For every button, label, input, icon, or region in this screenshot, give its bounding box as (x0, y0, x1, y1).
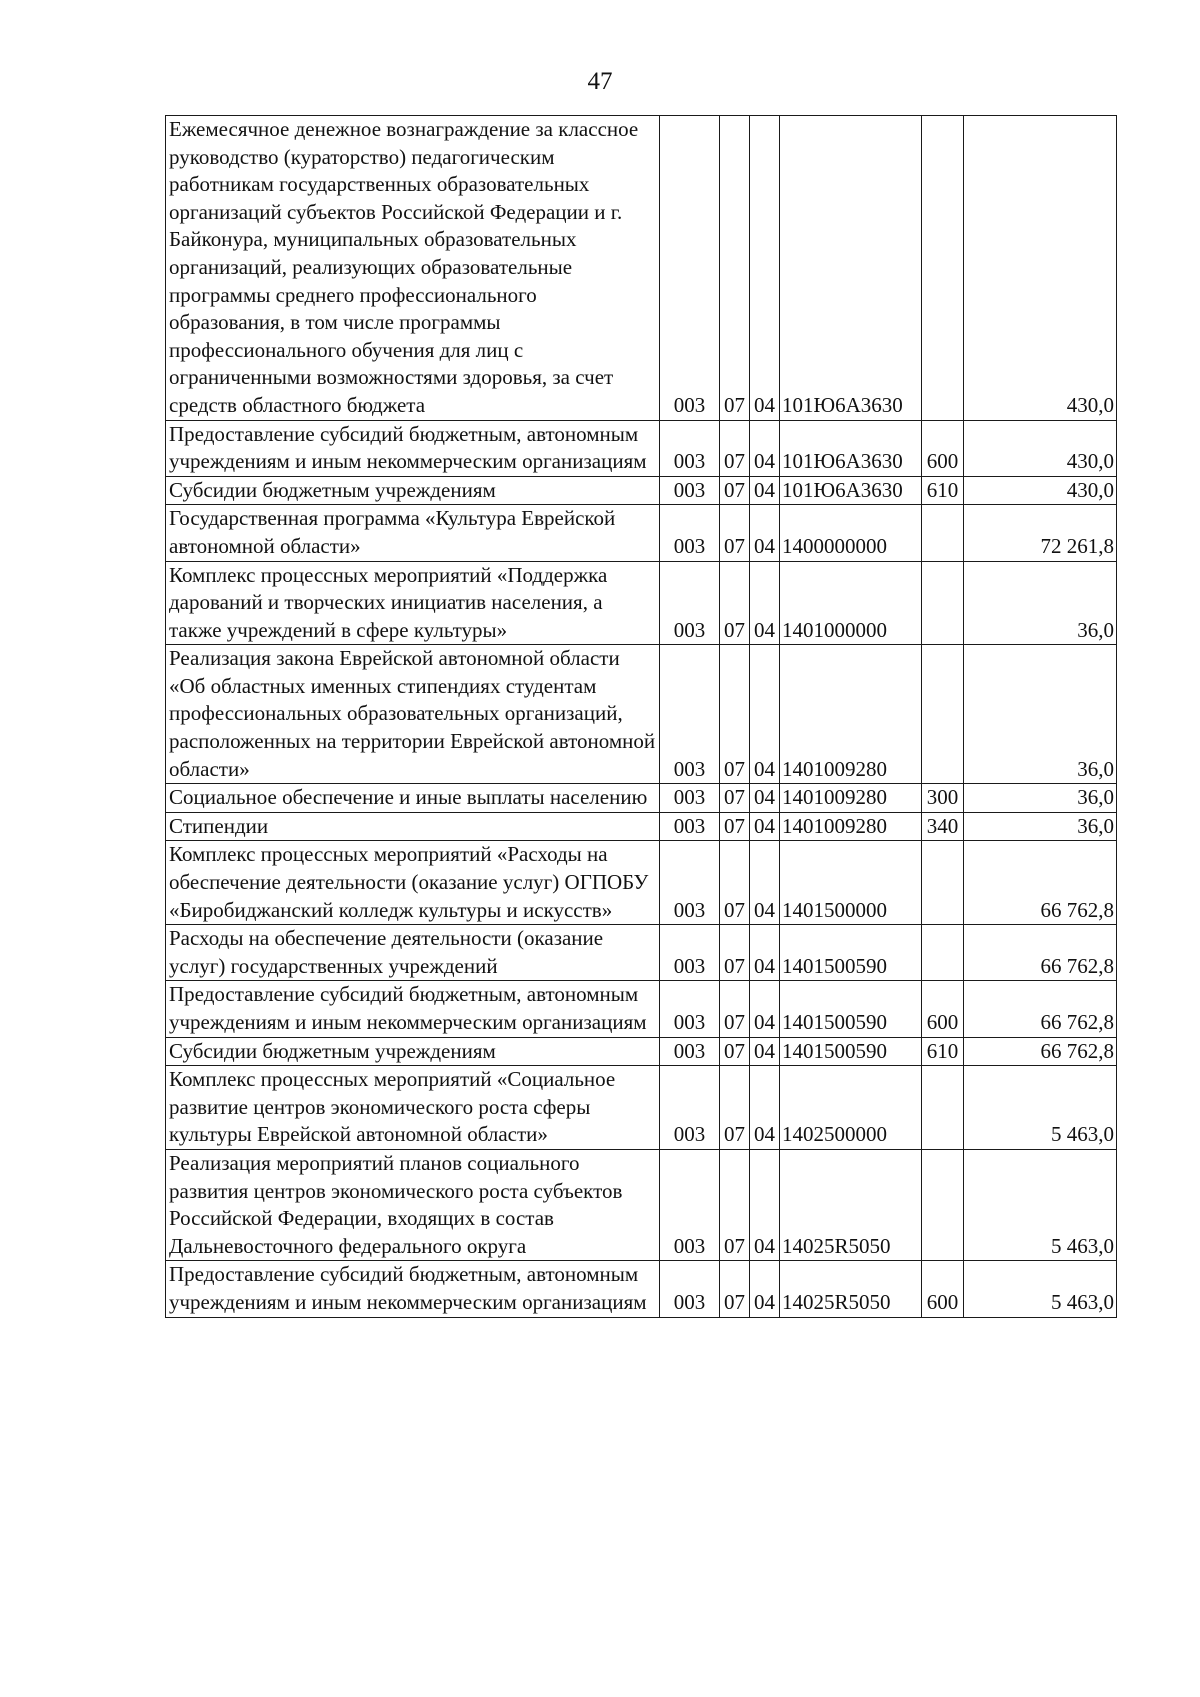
amount-cell: 430,0 (964, 476, 1117, 505)
row-name-cell: Предоставление субсидий бюджетным, автономным учреждениям и иным некоммерческим организациям (166, 420, 660, 476)
row-name-cell: Ежемесячное денежное вознаграждение за классное руководство (кураторство) педагогическим работникам государственных образовательных организаций субъектов Российской Федерации и г. Байконура, муниципальных образовательных организаций, реализующих образовательные программы среднего профессионального образования, в том числе программы профессионального обучения для лиц с ограниченными возможностями здоровья, за счет средств областного бюджета (166, 116, 660, 421)
target-article-cell: 1401000000 (780, 561, 922, 645)
section-code-cell: 07 (720, 420, 750, 476)
ministry-code-cell: 003 (660, 116, 720, 421)
table-row (166, 116, 1117, 421)
row-name-cell: Субсидии бюджетным учреждениям (166, 476, 660, 505)
amount-cell: 66 762,8 (964, 981, 1117, 1037)
section-code-cell: 07 (720, 841, 750, 925)
subsection-code-cell: 04 (750, 1037, 780, 1066)
section-code-cell: 07 (720, 476, 750, 505)
table-row (166, 812, 1117, 841)
row-name-cell: Комплекс процессных мероприятий «Социальное развитие центров экономического роста сферы культуры Еврейской автономной области» (166, 1066, 660, 1150)
row-name-cell: Предоставление субсидий бюджетным, автономным учреждениям и иным некоммерческим организациям (166, 981, 660, 1037)
subsection-code-cell: 04 (750, 420, 780, 476)
row-name-cell: Расходы на обеспечение деятельности (оказание услуг) государственных учреждений (166, 925, 660, 981)
table-row (166, 1149, 1117, 1260)
subsection-code-cell: 04 (750, 841, 780, 925)
row-name-cell: Комплекс процессных мероприятий «Расходы на обеспечение деятельности (оказание услуг) ОГПОБУ «Биробиджанский колледж культуры и искусств» (166, 841, 660, 925)
ministry-code-cell: 003 (660, 1261, 720, 1317)
subsection-code-cell: 04 (750, 925, 780, 981)
expense-type-cell: 340 (922, 812, 964, 841)
target-article-cell: 101Ю6А3630 (780, 116, 922, 421)
amount-cell: 36,0 (964, 784, 1117, 813)
amount-cell: 5 463,0 (964, 1066, 1117, 1150)
table-row (166, 1037, 1117, 1066)
subsection-code-cell: 04 (750, 812, 780, 841)
table-row (166, 1261, 1117, 1317)
table-row (166, 981, 1117, 1037)
section-code-cell: 07 (720, 1037, 750, 1066)
target-article-cell: 1400000000 (780, 505, 922, 561)
ministry-code-cell: 003 (660, 925, 720, 981)
amount-cell: 72 261,8 (964, 505, 1117, 561)
subsection-code-cell: 04 (750, 561, 780, 645)
target-article-cell: 101Ю6А3630 (780, 476, 922, 505)
subsection-code-cell: 04 (750, 645, 780, 784)
expense-type-cell (922, 1066, 964, 1150)
amount-cell: 36,0 (964, 561, 1117, 645)
target-article-cell: 1401500590 (780, 925, 922, 981)
table-row (166, 1066, 1117, 1150)
section-code-cell: 07 (720, 981, 750, 1037)
expense-type-cell: 610 (922, 476, 964, 505)
row-name-cell: Стипендии (166, 812, 660, 841)
ministry-code-cell: 003 (660, 812, 720, 841)
target-article-cell: 1402500000 (780, 1066, 922, 1150)
table-row (166, 420, 1117, 476)
expense-type-cell (922, 925, 964, 981)
section-code-cell: 07 (720, 645, 750, 784)
amount-cell: 66 762,8 (964, 1037, 1117, 1066)
ministry-code-cell: 003 (660, 420, 720, 476)
expense-type-cell: 600 (922, 1261, 964, 1317)
ministry-code-cell: 003 (660, 841, 720, 925)
expense-type-cell: 300 (922, 784, 964, 813)
section-code-cell: 07 (720, 1066, 750, 1150)
amount-cell: 5 463,0 (964, 1261, 1117, 1317)
subsection-code-cell: 04 (750, 476, 780, 505)
subsection-code-cell: 04 (750, 116, 780, 421)
ministry-code-cell: 003 (660, 981, 720, 1037)
table-row (166, 645, 1117, 784)
section-code-cell: 07 (720, 925, 750, 981)
amount-cell: 430,0 (964, 420, 1117, 476)
subsection-code-cell: 04 (750, 981, 780, 1037)
row-name-cell: Комплекс процессных мероприятий «Поддержка дарований и творческих инициатив населения, а также учреждений в сфере культуры» (166, 561, 660, 645)
target-article-cell: 1401009280 (780, 645, 922, 784)
ministry-code-cell: 003 (660, 561, 720, 645)
subsection-code-cell: 04 (750, 1066, 780, 1150)
target-article-cell: 14025R5050 (780, 1149, 922, 1260)
row-name-cell: Социальное обеспечение и иные выплаты населению (166, 784, 660, 813)
table-row (166, 925, 1117, 981)
target-article-cell: 1401009280 (780, 812, 922, 841)
section-code-cell: 07 (720, 784, 750, 813)
amount-cell: 66 762,8 (964, 925, 1117, 981)
expense-type-cell (922, 116, 964, 421)
expense-type-cell (922, 561, 964, 645)
amount-cell: 430,0 (964, 116, 1117, 421)
expense-type-cell (922, 645, 964, 784)
budget-table (165, 115, 1117, 1318)
target-article-cell: 14025R5050 (780, 1261, 922, 1317)
ministry-code-cell: 003 (660, 476, 720, 505)
expense-type-cell: 610 (922, 1037, 964, 1066)
expense-type-cell (922, 1149, 964, 1260)
target-article-cell: 1401500000 (780, 841, 922, 925)
amount-cell: 5 463,0 (964, 1149, 1117, 1260)
ministry-code-cell: 003 (660, 1149, 720, 1260)
section-code-cell: 07 (720, 116, 750, 421)
page-number: 47 (587, 68, 613, 95)
expense-type-cell (922, 841, 964, 925)
row-name-cell: Реализация закона Еврейской автономной области «Об областных именных стипендиях студентам профессиональных образовательных организаций, расположенных на территории Еврейской автономной области» (166, 645, 660, 784)
ministry-code-cell: 003 (660, 1066, 720, 1150)
row-name-cell: Субсидии бюджетным учреждениям (166, 1037, 660, 1066)
ministry-code-cell: 003 (660, 1037, 720, 1066)
ministry-code-cell: 003 (660, 505, 720, 561)
subsection-code-cell: 04 (750, 784, 780, 813)
table-row (166, 505, 1117, 561)
amount-cell: 66 762,8 (964, 841, 1117, 925)
table-row (166, 841, 1117, 925)
expense-type-cell: 600 (922, 420, 964, 476)
table-row (166, 476, 1117, 505)
expense-type-cell (922, 505, 964, 561)
row-name-cell: Предоставление субсидий бюджетным, автономным учреждениям и иным некоммерческим организациям (166, 1261, 660, 1317)
subsection-code-cell: 04 (750, 1261, 780, 1317)
table-row (166, 784, 1117, 813)
ministry-code-cell: 003 (660, 645, 720, 784)
subsection-code-cell: 04 (750, 505, 780, 561)
target-article-cell: 1401009280 (780, 784, 922, 813)
row-name-cell: Государственная программа «Культура Еврейской автономной области» (166, 505, 660, 561)
subsection-code-cell: 04 (750, 1149, 780, 1260)
table-row (166, 561, 1117, 645)
expense-type-cell: 600 (922, 981, 964, 1037)
section-code-cell: 07 (720, 1261, 750, 1317)
section-code-cell: 07 (720, 1149, 750, 1260)
target-article-cell: 101Ю6А3630 (780, 420, 922, 476)
row-name-cell: Реализация мероприятий планов социального развития центров экономического роста субъектов Российской Федерации, входящих в состав Дальневосточного федерального округа (166, 1149, 660, 1260)
section-code-cell: 07 (720, 561, 750, 645)
ministry-code-cell: 003 (660, 784, 720, 813)
section-code-cell: 07 (720, 812, 750, 841)
amount-cell: 36,0 (964, 812, 1117, 841)
target-article-cell: 1401500590 (780, 1037, 922, 1066)
section-code-cell: 07 (720, 505, 750, 561)
amount-cell: 36,0 (964, 645, 1117, 784)
target-article-cell: 1401500590 (780, 981, 922, 1037)
